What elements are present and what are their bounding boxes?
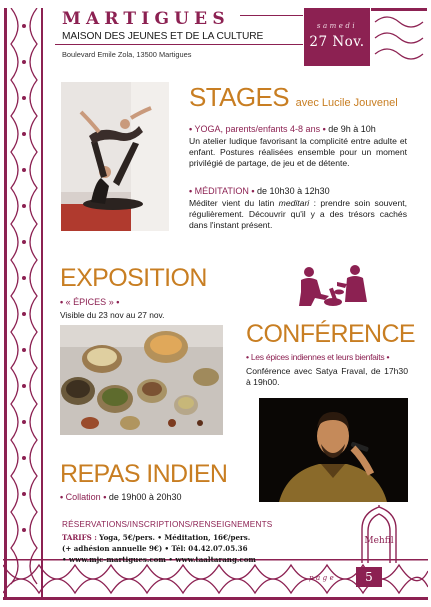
tarifs-label: TARIFS :: [62, 533, 97, 542]
ornamental-corner: [371, 8, 427, 66]
footer-websites: • www.mjc-martigues.com • www.taaltarang.com: [62, 555, 256, 564]
stages-title-text: STAGES: [189, 82, 289, 112]
meditation-time: de 10h30 à 12h30: [257, 186, 330, 196]
yoga-heading: • YOGA, parents/enfants 4-8 ans • de 9h à 10h: [189, 124, 376, 134]
stages-title: [189, 84, 398, 110]
footer-heading: RÉSERVATIONS/INSCRIPTIONS/RENSEIGNEMENTS: [62, 520, 273, 529]
repas-line: • Collation • de 19h00 à 20h30: [60, 492, 182, 502]
exposition-subtitle: « ÉPICES »: [65, 297, 114, 307]
tarifs-text: Yoga, 5€/pers. • Méditation, 16€/pers.: [99, 533, 251, 542]
mehfil-logo: [356, 505, 402, 565]
repas-title: REPAS INDIEN: [60, 460, 228, 488]
conference-title: CONFÉRENCE: [246, 320, 416, 348]
yoga-photo: [61, 82, 169, 231]
meditation-heading: • MÉDITATION • de 10h30 à 12h30: [189, 186, 330, 196]
speaker-photo: [259, 398, 408, 502]
stages-instructor: avec Lucile Jouvenel: [295, 97, 398, 109]
conference-subtitle-line: • Les épices indiennes et leurs bienfaits •: [246, 352, 390, 362]
header-venue: MAISON DES JEUNES ET DE LA CULTURE: [62, 31, 264, 42]
meditation-label: MÉDITATION: [194, 186, 249, 196]
footer-contact: [62, 544, 248, 553]
exposition-subtitle-line: • « ÉPICES » •: [60, 297, 120, 307]
header-rule: [55, 44, 303, 45]
repas-time: de 19h00 à 20h30: [108, 492, 182, 502]
date-day: samedi: [316, 22, 358, 30]
meditation-text-end: : prendre soin souvent, régulièrement. Découvrir qu'il y a des trésors cachés dans l'instant présent.: [189, 198, 408, 230]
meditation-description: [189, 198, 407, 231]
header-rule-top: [240, 15, 303, 16]
header-city: MARTIGUES: [62, 9, 230, 29]
date-value: 27 Nov.: [309, 34, 365, 50]
logo-text: Mehfil: [364, 536, 394, 546]
footer-tarifs: [62, 533, 250, 542]
header-address: Boulevard Emile Zola, 13500 Martigues: [62, 50, 192, 59]
telephone: • Tél: 04.42.07.05.36: [164, 544, 248, 553]
adhesion-text: (+ adhésion annuelle 9€): [62, 544, 163, 553]
page-number: 5: [356, 567, 382, 587]
exposition-title: EXPOSITION: [60, 264, 207, 292]
spices-photo: [60, 325, 223, 435]
page-label: page: [309, 574, 337, 582]
meditation-latin-word: meditari: [278, 198, 310, 208]
ornamental-border-left: [3, 8, 45, 598]
date-badge: [304, 8, 370, 66]
exposition-dates: Visible du 23 nov au 27 nov.: [60, 310, 165, 320]
spice-grinding-icon: [295, 262, 370, 310]
yoga-description: Un atelier ludique favorisant la complicité entre adulte et enfant. Postures réalisées ensemble pour un moment privilégié de partage, de jeu et de détente.: [189, 136, 407, 168]
yoga-label: YOGA, parents/enfants 4-8 ans: [194, 124, 321, 134]
conference-description: Conférence avec Satya Fraval, de 17h30 à 19h00.: [246, 366, 408, 387]
conference-subtitle: Les épices indiennes et leurs bienfaits: [250, 352, 385, 362]
yoga-time: de 9h à 10h: [328, 124, 376, 134]
meditation-text-start: Méditer vient du latin: [189, 198, 275, 208]
repas-label: Collation: [65, 492, 101, 502]
